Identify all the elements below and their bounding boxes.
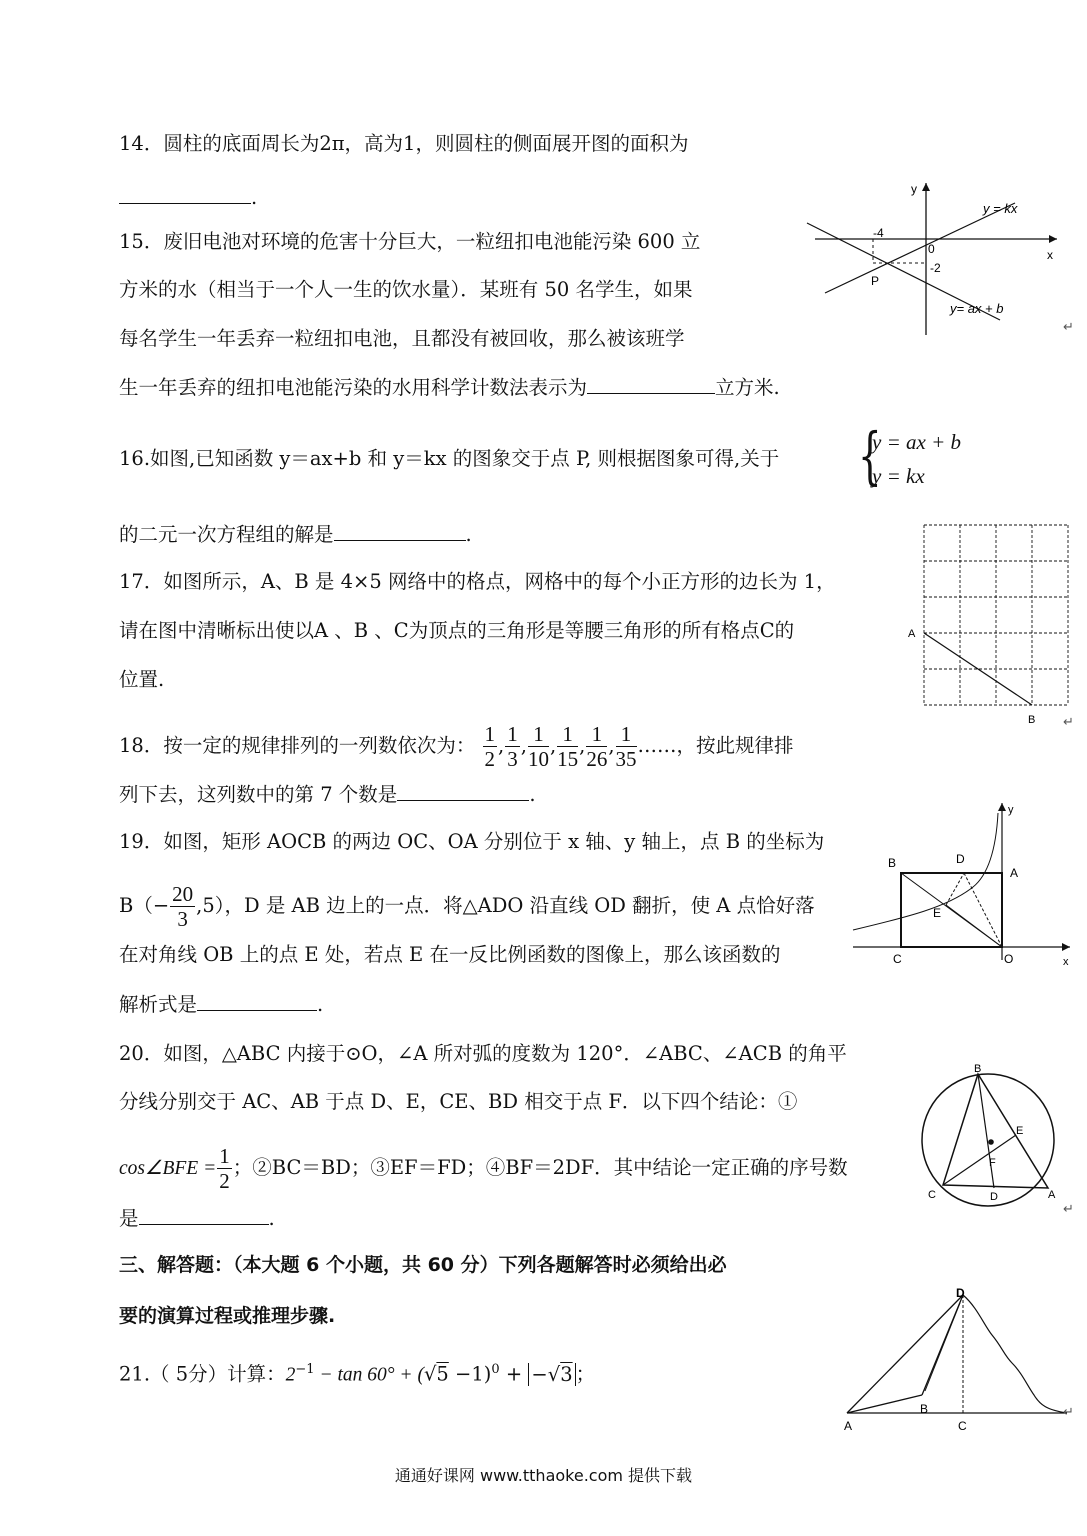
fig15-p-label: P [871, 274, 880, 288]
page-footer: 通通好课网 www.tthaoke.com 提供下载 [394, 1466, 693, 1485]
fig20-f-label: F [989, 1157, 996, 1169]
q18-frac-4: $\frac{1}{15}$ [557, 722, 579, 771]
q19-line1: 19．如图，矩形 AOCB 的两边 OC、OA 分别位于 x 轴、y 轴上，点 B 的坐标为 [119, 830, 825, 853]
q18-frac-5: $\frac{1}{26}$ [586, 722, 608, 771]
fig20-a-label: A [1048, 1189, 1056, 1201]
q20-line4: 是 . [119, 1204, 275, 1233]
q19-rectangle-figure [848, 795, 1078, 970]
q14-line1: 14．圆柱的底面周长为2π，高为1，则圆柱的侧面展开图的面积为 [119, 132, 689, 155]
return-mark: ↵ [1063, 320, 1074, 335]
q16-equation-system: { y = ax + b y = kx [858, 419, 961, 492]
q15-line2: 方米的水（相当于一个人一生的饮水量）．某班有 50 名学生，如果 [119, 278, 693, 301]
q19-line2: B（− $\frac{20}{3}$ ,5），D 是 AB 边上的一点．将△ADO 沿直线 OD 翻折，使 A 点恰好落 [119, 882, 815, 931]
answer-blank [197, 990, 317, 1011]
answer-blank [397, 780, 529, 801]
return-mark: ↵ [1063, 1405, 1074, 1420]
fig20-b-label: B [974, 1063, 982, 1075]
fig15-minus2-label: -2 [930, 261, 941, 275]
answer-blank [119, 183, 251, 204]
q19-line3: 在对角线 OB 上的点 E 处，若点 E 在一反比例函数的图像上，那么该函数的 [119, 943, 781, 966]
q16-line1: 16.如图,已知函数 y＝ax+b 和 y＝kx 的图象交于点 P, 则根据图象可得,关于 [119, 447, 780, 470]
fig15-yaxb-label: y= ax + b [950, 301, 1004, 316]
fig19-a-label: A [1010, 866, 1019, 880]
fig19-c-label: C [893, 952, 902, 966]
fig17-a-label: A [908, 628, 916, 640]
q17-line2: 请在图中清晰标出使以A 、B 、C为顶点的三角形是等腰三角形的所有格点C的 [119, 619, 795, 642]
q16-line2: 的二元一次方程组的解是 . [119, 520, 472, 549]
fig15-y-label: y [911, 182, 917, 196]
fig15-origin-label: 0 [928, 242, 935, 256]
answer-blank [139, 1204, 269, 1225]
fig21-c-label: C [958, 1419, 967, 1433]
fig19-e-label: E [933, 906, 942, 920]
fig20-e-label: E [1016, 1125, 1024, 1137]
q18-line1: 18．按一定的规律排列的一列数依次为： $\frac{1}{2}$ , $\frac{1}{3}$ , $\frac{1}{10}$ , $\frac{1}{15}$ , $\frac{1}{26}$ , $\frac{1}{35}$ ……，按此规律排 [119, 722, 794, 771]
fig19-y-label: y [1008, 804, 1014, 816]
q20-line3: cos∠BFE = $\frac{1}{2}$ ；②BC＝BD；③EF＝FD；④BF＝2DF．其中结论一定正确的序号数 [119, 1144, 848, 1193]
answer-blank [587, 373, 715, 394]
q18-frac-3: $\frac{1}{10}$ [527, 722, 549, 771]
q18-frac-2: $\frac{1}{3}$ [507, 722, 518, 771]
fig15-minus4-label: -4 [873, 226, 884, 240]
return-mark: ↵ [1063, 715, 1074, 730]
return-mark: ↵ [1063, 1202, 1074, 1217]
q17-line3: 位置. [119, 668, 165, 691]
fig15-ykx-label: y = kx [983, 201, 1018, 216]
q21-line: 21.（ 5分）计算：$2^{-1} - \tan 60^\circ + (√5 -1)^0 + -√3$ ； [119, 1362, 596, 1386]
q15-line1: 15．废旧电池对环境的危害十分巨大，一粒纽扣电池能污染 600 立 [119, 230, 701, 253]
fig15-x-label: x [1047, 248, 1053, 262]
q16-linear-functions-figure [795, 175, 1075, 345]
fig19-o-label: O [1004, 952, 1014, 966]
q14-line2: . [119, 183, 257, 212]
fig21-a-label: A [844, 1419, 853, 1433]
section3-heading-line1: 三、解答题：（本大题 6 个小题，共 60 分）下列各题解答时必须给出必 [119, 1254, 727, 1276]
q21-mountain-figure [842, 1285, 1077, 1435]
fig20-c-label: C [928, 1189, 936, 1201]
fig21-b-label: B [920, 1402, 929, 1416]
q19-line4: 解析式是 . [119, 990, 323, 1019]
fig19-x-label: x [1063, 956, 1069, 968]
q20-line2: 分线分别交于 AC、AB 于点 D、E，CE、BD 相交于点 F．以下四个结论：① [119, 1090, 798, 1113]
fig21-d-label: D [956, 1286, 965, 1300]
fig20-d-label: D [990, 1191, 998, 1203]
fig19-b-label: B [888, 856, 897, 870]
q17-line1: 17．如图所示，A、B 是 4×5 网络中的格点，网格中的每个小正方形的边长为 1， [119, 570, 836, 593]
q15-line3: 每名学生一年丢弃一粒纽扣电池，且都没有被回收，那么被该班学 [119, 327, 685, 350]
q20-circle-figure [918, 1060, 1068, 1220]
fig17-b-label: B [1028, 714, 1036, 726]
answer-blank [334, 520, 466, 541]
q17-grid-figure [900, 515, 1080, 730]
q18-line2: 列下去，这列数中的第 7 个数是 . [119, 780, 536, 809]
q18-frac-1: $\frac{1}{2}$ [484, 722, 496, 771]
section3-heading-line2: 要的演算过程或推理步骤. [119, 1305, 336, 1327]
q20-line1: 20．如图，△ABC 内接于⊙O，∠A 所对弧的度数为 120°．∠ABC、∠ACB 的角平 [119, 1042, 847, 1065]
q15-line4: 生一年丢弃的纽扣电池能污染的水用科学计数法表示为 立方米. [119, 373, 780, 402]
fig19-d-label: D [956, 852, 965, 866]
q18-frac-6: $\frac{1}{35}$ [615, 722, 637, 771]
